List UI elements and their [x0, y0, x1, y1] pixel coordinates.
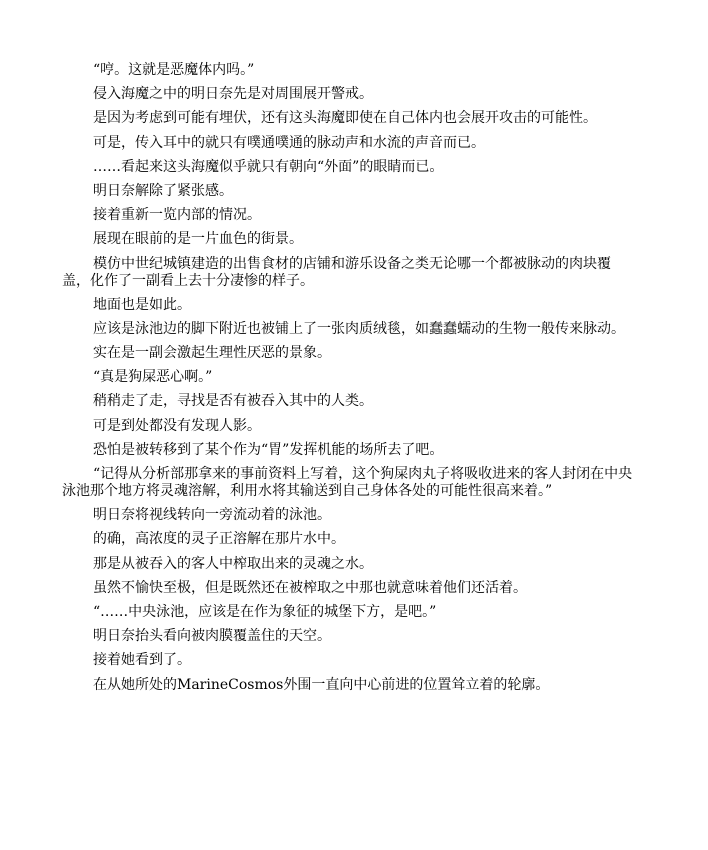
paragraph: 应该是泳池边的脚下附近也被铺上了一张肉质绒毯，如蠢蠢蠕动的生物一般传来脉动。: [93, 320, 625, 337]
paragraph: 展现在眼前的是一片血色的街景。: [93, 231, 303, 248]
paragraph: 在从她所处的MarineCosmos外围一直向中心前进的位置耸立着的轮廓。: [93, 676, 550, 693]
paragraph: 实在是一副会激起生理性厌恶的景象。: [93, 345, 331, 362]
paragraph: 恐怕是被转移到了某个作为“胃”发挥机能的场所去了吧。: [93, 441, 444, 458]
paragraph: 模仿中世纪城镇建造的出售食材的店铺和游乐设备之类无论哪一个都被脉动的肉块覆盖，化作了一副看上去十分凄惨的样子。: [62, 255, 611, 289]
paragraph: 明日奈抬头看向被肉膜覆盖住的天空。: [93, 628, 331, 645]
paragraph: 明日奈解除了紧张感。: [93, 182, 233, 199]
paragraph: 虽然不愉快至极，但是既然还在被榨取之中那也就意味着他们还活着。: [93, 579, 527, 596]
paragraph: 稍稍走了走，寻找是否有被吞入其中的人类。: [93, 393, 373, 410]
paragraph: “真是狗屎恶心啊。”: [93, 369, 213, 386]
paragraph: 是因为考虑到可能有埋伏，还有这头海魔即使在自己体内也会展开攻击的可能性。: [93, 110, 597, 127]
document-body: [62, 62, 637, 701]
paragraph: 那是从被吞入的客人中榨取出来的灵魂之水。: [93, 555, 373, 572]
paragraph: “……中央泳池，应该是在作为象征的城堡下方，是吧。”: [93, 603, 437, 620]
paragraph: “哼。这就是恶魔体内吗。”: [93, 62, 255, 78]
paragraph: 明日奈将视线转向一旁流动着的泳池。: [93, 507, 331, 524]
paragraph: 接着重新一览内部的情况。: [93, 207, 261, 224]
paragraph: 可是，传入耳中的就只有噗通噗通的脉动声和水流的声音而已。: [93, 134, 485, 151]
paragraph: 的确，高浓度的灵子正溶解在那片水中。: [93, 531, 345, 548]
paragraph: 接着她看到了。: [93, 652, 191, 669]
paragraph: ……看起来这头海魔似乎就只有朝向“外面”的眼睛而已。: [93, 158, 444, 175]
paragraph: 侵入海魔之中的明日奈先是对周围展开警戒。: [93, 86, 373, 103]
paragraph: “记得从分析部那拿来的事前资料上写着，这个狗屎肉丸子将吸收进来的客人封闭在中央泳池那个地方将灵魂溶解，利用水将其输送到自己身体各处的可能性很高来着。”: [62, 466, 633, 499]
paragraph: 地面也是如此。: [93, 296, 191, 313]
paragraph: 可是到处都没有发现人影。: [93, 417, 261, 434]
